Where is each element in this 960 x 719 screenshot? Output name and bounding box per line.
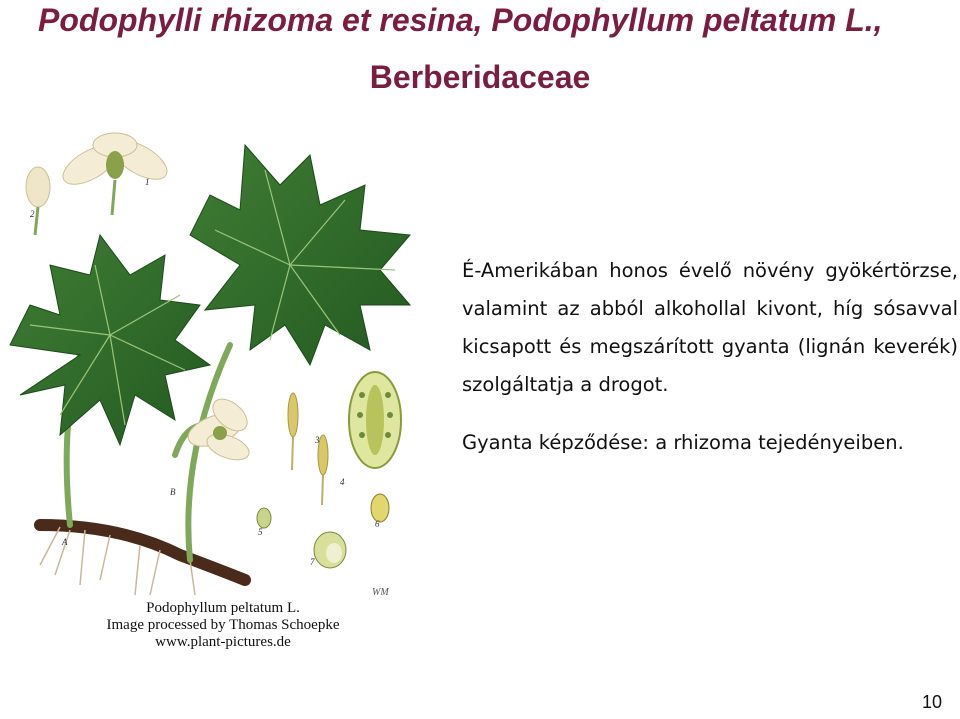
- svg-text:7: 7: [310, 557, 315, 567]
- podophyllum-illustration: [0, 125, 440, 665]
- resin-paragraph: Gyanta képződése: a rhizoma tejedényeiben.: [462, 431, 904, 454]
- caption-line: Podophyllum peltatum L.: [146, 600, 300, 616]
- svg-text:A: A: [62, 537, 68, 547]
- svg-text:B: B: [170, 487, 176, 497]
- figure-caption: [88, 600, 358, 651]
- stamens: [288, 393, 328, 505]
- svg-text:3: 3: [315, 435, 320, 445]
- flower-detail-top: [57, 133, 173, 215]
- svg-text:4: 4: [340, 477, 345, 487]
- svg-text:5: 5: [258, 527, 263, 537]
- seed-section: [314, 532, 346, 568]
- slide-body: [462, 252, 958, 462]
- artist-signature: WM: [372, 587, 389, 598]
- slide-title-line1: Podophylli rhizoma et resina, Podophyllum peltatum L.,: [38, 2, 883, 38]
- seed-small: [257, 508, 271, 528]
- description-paragraph: É-Amerikában honos évelő növény gyökértörzse, valamint az abból alkohollal kivont, híg sósavval kicsapott és megszárított gyanta (lignán keverék) szolgáltatja a drogot.: [462, 259, 958, 396]
- flower-bud: [26, 167, 50, 235]
- right-leaf: [190, 145, 410, 365]
- seed-medium: [371, 494, 389, 522]
- svg-text:6: 6: [375, 519, 380, 529]
- svg-text:1: 1: [145, 177, 150, 187]
- caption-line: Image processed by Thomas Schoepke: [106, 617, 340, 633]
- page-number: 10: [921, 692, 942, 712]
- slide-title-line2: Berberidaceae: [369, 59, 591, 95]
- svg-text:2: 2: [30, 209, 35, 219]
- fruit-section: [349, 372, 401, 468]
- caption-line: www.plant-pictures.de: [155, 634, 291, 650]
- rhizome: [40, 525, 245, 580]
- left-leaf: [10, 235, 210, 445]
